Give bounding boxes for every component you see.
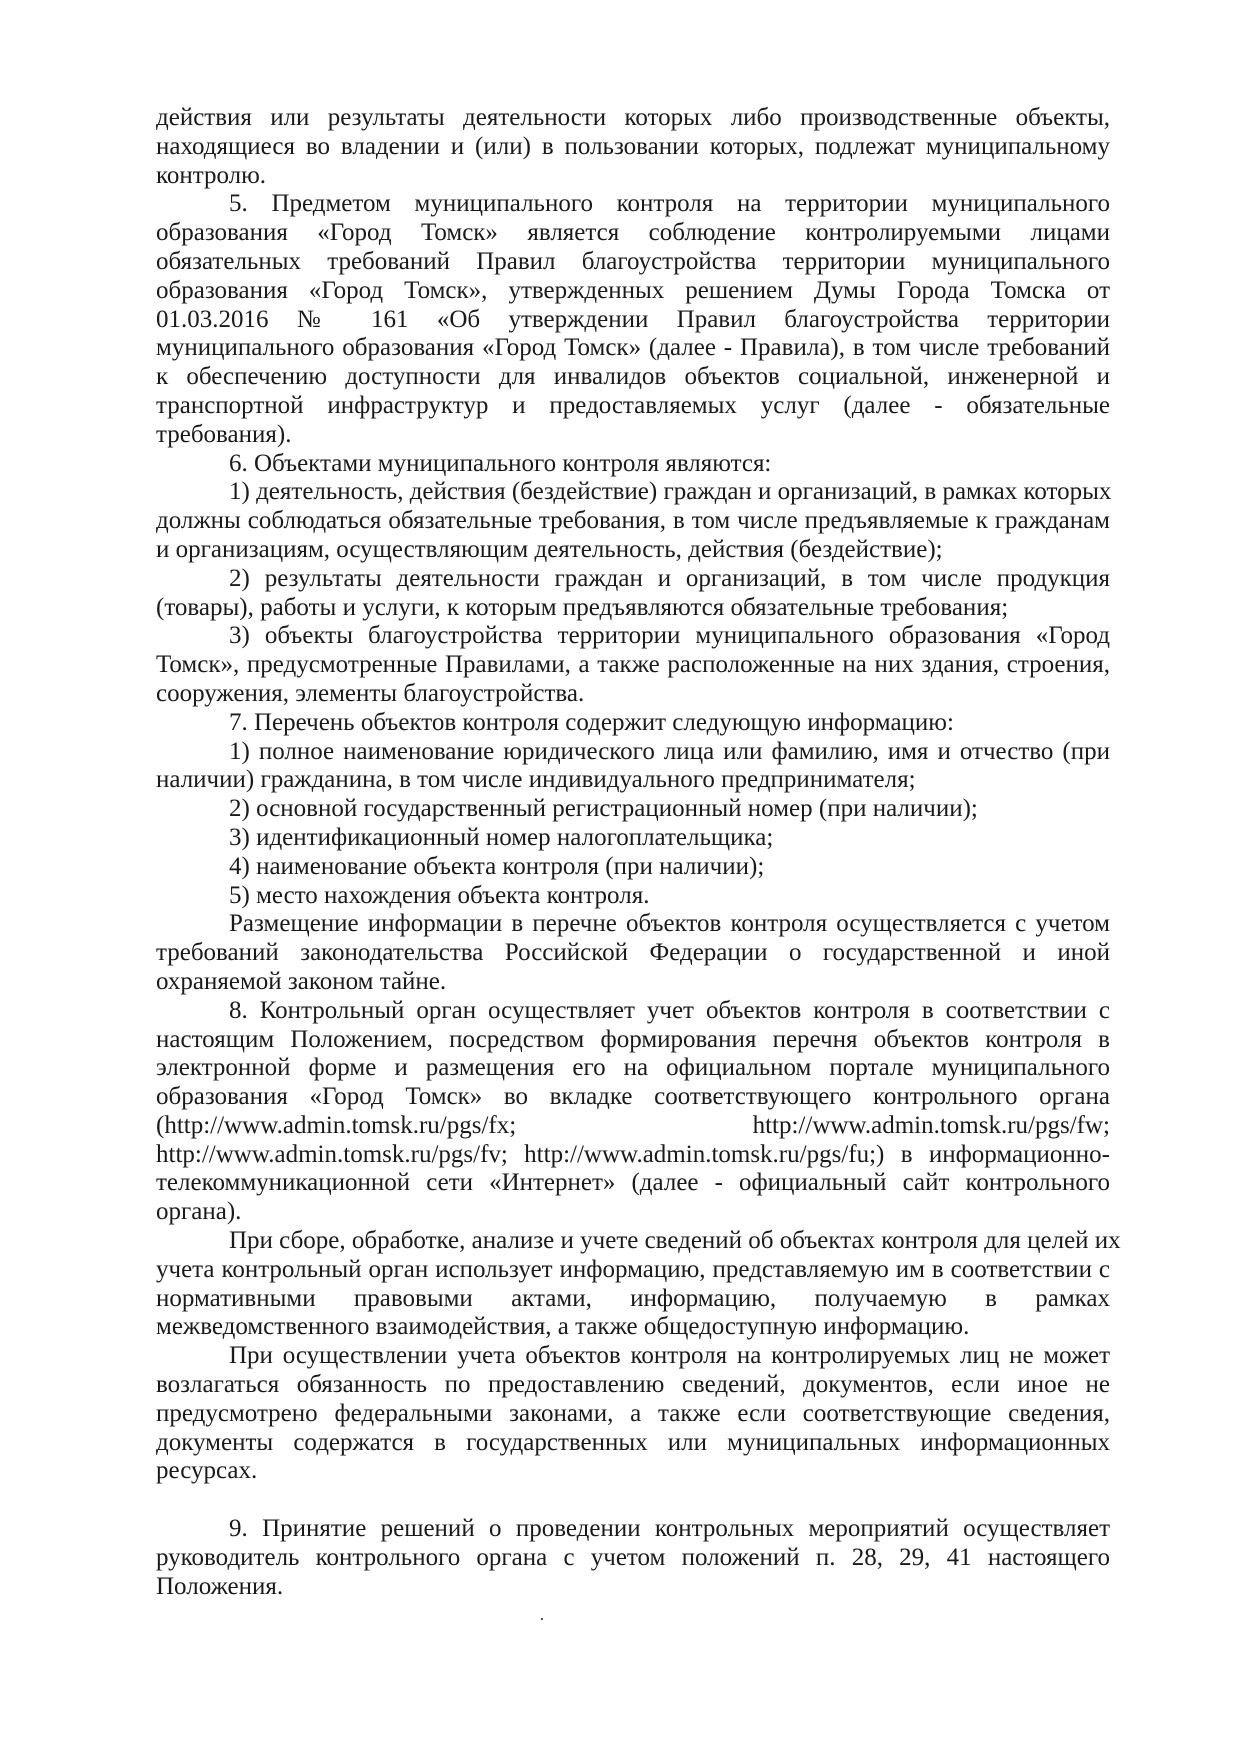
- text-line: документы содержатся в государственных или муниципальных информационных: [156, 1428, 1110, 1456]
- text-line: электронной форме и размещения его на официальном портале муниципального: [156, 1054, 1110, 1082]
- text-line: 1) полное наименование юридического лица или фамилию, имя и отчество (при: [229, 737, 1110, 765]
- paragraph: [156, 450, 1110, 479]
- text-line: ресурсах.: [156, 1457, 258, 1485]
- text-line: (http://www.admin.tomsk.ru/pgs/fx; http://www.admin.tomsk.ru/pgs/fw;: [156, 1111, 1110, 1139]
- text-line: 6. Объектами муниципального контроля являются:: [229, 449, 772, 477]
- text-line: должны соблюдаться обязательные требования, в том числе предъявляемые к гражданам: [156, 507, 1110, 535]
- text-line: наличии) гражданина, в том числе индивидуального предпринимателя;: [156, 766, 916, 794]
- text-line: образования «Город Томск», утвержденных решением Думы Города Томска от: [156, 276, 1110, 304]
- scan-speck: [541, 1618, 543, 1620]
- paragraph: [156, 738, 1110, 796]
- text-line: 5. Предметом муниципального контроля на территории муниципального: [229, 190, 1110, 218]
- text-line: возлагаться обязанность по предоставлению сведений, документов, если иное не: [156, 1371, 1110, 1399]
- paragraph: [156, 824, 1110, 853]
- text-line: 3) идентификационный номер налогоплательщика;: [229, 823, 774, 851]
- text-line: телекоммуникационной сети «Интернет» (далее - официальный сайт контрольного: [156, 1169, 1110, 1197]
- text-line: и организациям, осуществляющим деятельность, действия (бездействие);: [156, 535, 943, 563]
- text-line: При осуществлении учета объектов контроля на контролируемых лиц не может: [229, 1342, 1110, 1370]
- paragraph: [156, 853, 1110, 882]
- paragraph: [156, 190, 1110, 449]
- text-line: сооружения, элементы благоустройства.: [156, 679, 585, 707]
- text-line: нормативными правовыми актами, информацию, получаемую в рамках: [156, 1284, 1110, 1312]
- paragraph: [156, 1515, 1110, 1601]
- text-line: межведомственного взаимодействия, а также общедоступную информацию.: [156, 1313, 970, 1341]
- text-line: http://www.admin.tomsk.ru/pgs/fv; http://www.admin.tomsk.ru/pgs/fu;) в информационно-: [156, 1140, 1110, 1168]
- text-line: образования «Город Томск» является соблюдение контролируемыми лицами: [156, 219, 1110, 247]
- text-line: обязательных требований Правил благоустройства территории муниципального: [156, 247, 1110, 275]
- text-line: требований законодательства Российской Федерации о государственной и иной: [156, 939, 1110, 967]
- text-line: к обеспечению доступности для инвалидов объектов социальной, инженерной и: [156, 363, 1110, 391]
- text-line: настоящим Положением, посредством формирования перечня объектов контроля в: [156, 1025, 1110, 1053]
- paragraph: [156, 104, 1110, 190]
- text-line: охраняемой законом тайне.: [156, 967, 447, 995]
- paragraph: [156, 565, 1110, 623]
- text-line: органа).: [156, 1198, 242, 1226]
- text-line: 1) деятельность, действия (бездействие) граждан и организаций, в рамках которых: [229, 478, 1112, 506]
- document-body: [156, 104, 1121, 1602]
- text-line: 7. Перечень объектов контроля содержит следующую информацию:: [229, 708, 954, 736]
- paragraph: [156, 795, 1110, 824]
- text-line: муниципального образования «Город Томск» (далее - Правила), в том числе требований: [156, 334, 1110, 362]
- text-line: контролю.: [156, 161, 267, 189]
- text-line: транспортной инфраструктур и предоставляемых услуг (далее - обязательные: [156, 391, 1110, 419]
- text-line: учета контрольный орган использует информацию, представляемую им в соответствии с: [156, 1255, 1110, 1283]
- text-line: предусмотрено федеральными законами, а также если соответствующие сведения,: [156, 1399, 1110, 1427]
- text-line: (товары), работы и услуги, к которым предъявляются обязательные требования;: [156, 593, 1009, 621]
- paragraph: [156, 1227, 1121, 1342]
- text-line: Томск», предусмотренные Правилами, а также расположенные на них здания, строения,: [156, 651, 1110, 679]
- text-line: 2) результаты деятельности граждан и организаций, в том числе продукция: [229, 564, 1110, 592]
- text-line: 4) наименование объекта контроля (при наличии);: [229, 852, 765, 880]
- text-line: образования «Город Томск» во вкладке соответствующего контрольного органа: [156, 1083, 1110, 1111]
- text-line: 3) объекты благоустройства территории муниципального образования «Город: [229, 622, 1110, 650]
- text-line: 01.03.2016 № 161 «Об утверждении Правил благоустройства территории: [156, 305, 1110, 333]
- paragraph: [156, 882, 1110, 911]
- paragraph: [156, 997, 1110, 1227]
- text-line: требования).: [156, 420, 292, 448]
- text-line: 2) основной государственный регистрационный номер (при наличии);: [229, 795, 978, 823]
- text-line: Размещение информации в перечне объектов контроля осуществляется с учетом: [229, 910, 1110, 938]
- paragraph: [156, 1342, 1110, 1486]
- paragraph: [156, 478, 1110, 564]
- text-line: Положения.: [156, 1572, 284, 1600]
- paragraph: [156, 709, 1110, 738]
- text-line: 8. Контрольный орган осуществляет учет объектов контроля в соответствии с: [229, 996, 1110, 1024]
- text-line: 5) место нахождения объекта контроля.: [229, 881, 650, 909]
- text-line: 9. Принятие решений о проведении контрольных мероприятий осуществляет: [229, 1515, 1110, 1543]
- paragraph: [156, 910, 1110, 996]
- text-line: находящиеся во владении и (или) в пользовании которых, подлежат муниципальному: [156, 132, 1110, 160]
- text-line: действия или результаты деятельности которых либо производственные объекты,: [156, 104, 1110, 131]
- paragraph: [156, 622, 1110, 708]
- text-line: руководитель контрольного органа с учетом положений п. 28, 29, 41 настоящего: [156, 1544, 1110, 1572]
- text-line: При сборе, обработке, анализе и учете сведений об объектах контроля для целей их: [229, 1227, 1121, 1255]
